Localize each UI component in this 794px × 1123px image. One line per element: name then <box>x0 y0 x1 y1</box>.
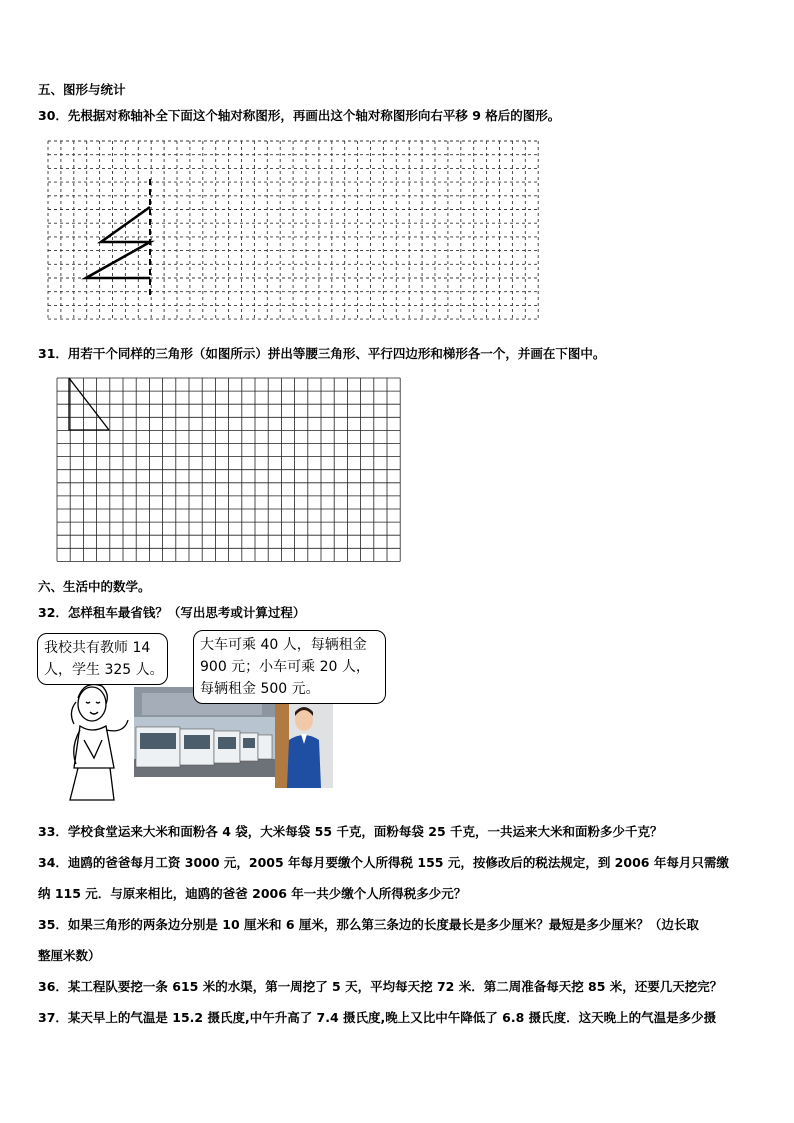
girl-illustration <box>50 668 140 804</box>
square-grid-31 <box>56 377 402 565</box>
bubble-right-line-2: 900 元；小车可乘 20 人， <box>200 659 370 675</box>
question-30: 30．先根据对称轴补全下面这个轴对称图形，再画出这个轴对称图形向右平移 9 格后的图形。 <box>38 108 561 123</box>
bubble-bus-prices <box>193 630 386 704</box>
question-37: 37．某天早上的气温是 15.2 摄氏度,中午升高了 7.4 摄氏度,晚上又比中午降低了 6.8 摄氏度．这天晚上的气温是多少摄 <box>38 1010 717 1025</box>
question-35-line-1: 35．如果三角形的两条边分别是 10 厘米和 6 厘米，那么第三条边的长度最长是多少厘米？最短是多少厘米？（边长取 <box>38 917 699 932</box>
bubble-left-line-2: 人，学生 325 人。 <box>44 662 164 678</box>
question-34-line-2: 纳 115 元．与原来相比，迪鸥的爸爸 2006 年一共少缴个人所得税多少元？ <box>38 886 467 901</box>
half-figure <box>86 207 150 278</box>
bubble-right-line-1: 大车可乘 40 人，每辆租金 <box>200 637 367 653</box>
dashed-grid-30 <box>46 139 542 329</box>
bubble-school-count <box>37 633 168 685</box>
question-31: 31．用若干个同样的三角形（如图所示）拼出等腰三角形、平行四边形和梯形各一个，并画在下图中。 <box>38 346 606 361</box>
question-32: 32．怎样租车最省钱？（写出思考或计算过程） <box>38 605 306 620</box>
question-35-line-2: 整厘米数） <box>38 948 101 963</box>
section-6-title: 六、生活中的数学。 <box>38 579 151 594</box>
question-34-line-1: 34．迪鸥的爸爸每月工资 3000 元，2005 年每月要缴个人所得税 155 元，按修改后的税法规定，到 2006 年每月只需缴 <box>38 855 729 870</box>
section-5-title: 五、图形与统计 <box>38 82 126 97</box>
conductor-photo <box>275 700 333 788</box>
bubble-right-line-3: 每辆租金 500 元。 <box>200 681 320 697</box>
question-33: 33．学校食堂运来大米和面粉各 4 袋，大米每袋 55 千克，面粉每袋 25 千克，一共运来大米和面粉多少千克？ <box>38 824 663 839</box>
bubble-left-line-1: 我校共有教师 14 <box>44 640 151 656</box>
question-36: 36．某工程队要挖一条 615 米的水渠，第一周挖了 5 天，平均每天挖 72 米．第二周准备每天挖 85 米，还要几天挖完？ <box>38 979 723 994</box>
